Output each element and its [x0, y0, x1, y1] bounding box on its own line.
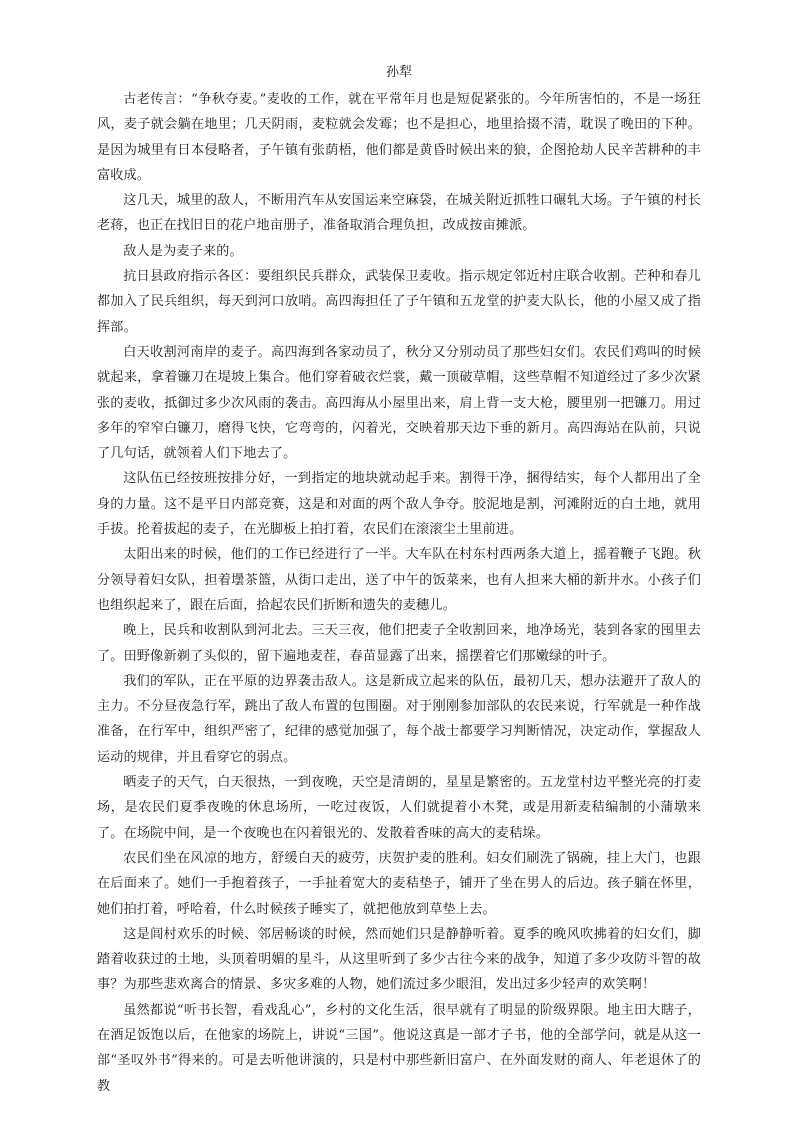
paragraph: 古老传言：“争秋夺麦。”麦收的工作，就在平常年月也是短促紧张的。今年所害怕的，不是一场狂风，麦子就会躺在地里；几天阴雨，麦粒就会发霉；也不是担心，地里拾掇不清，耽误了晚田的下种。是因为城里有日本侵略者，子午镇有张荫梧，他们都是黄昏时候出来的狼，企图抢劫人民辛苦耕种的丰富收成。 — [97, 92, 701, 183]
paragraph: 抗日县政府指示各区：要组织民兵群众，武装保卫麦收。指示规定邻近村庄联合收割。芒种和春儿都加入了民兵组织，每天到河口放哨。高四海担任了子午镇和五龙堂的护麦大队长，他的小屋又成了指挥部。 — [97, 269, 701, 335]
paragraph: 我们的军队，正在平原的边界袭击敌人。这是新成立起来的队伍，最初几天，想办法避开了敌人的主力。不分昼夜急行军，跳出了敌人布置的包围圈。对于刚刚参加部队的农民来说，行军就是一种作战准备，在行军中，组织严密了，纪律的感觉加强了，每个战士都要学习判断情况，决定动作，掌握敌人运动的规律，并且看穿它的弱点。 — [97, 673, 701, 765]
paragraph: 农民们坐在风凉的地方，舒缓白天的疲劳，庆贺护麦的胜利。妇女们刷洗了锅碗，挂上大门，也跟在后面来了。她们一手抱着孩子，一手扯着宽大的麦秸垫子，铺开了坐在男人的后边。孩子躺在怀里，她们拍打着，呼哈着，什么时候孩子睡实了，就把他放到草垫上去。 — [97, 850, 701, 917]
paragraph: 这队伍已经按班按排分好，一到指定的地块就动起手来。割得干净，捆得结实，每个人都用出了全身的力量。这不是平日内部竞赛，这是和对面的两个敌人争夺。胶泥地是割，河滩附近的白土地，就用手拔。抡着拔起的麦子，在光脚板上拍打着，农民们在滚滚尘土里前进。 — [97, 471, 701, 538]
paragraph: 太阳出来的时候，他们的工作已经进行了一半。大车队在村东村西两条大道上，摇着鞭子飞跑。秋分领导着妇女队，担着壜茶篮，从街口走出，送了中午的饭菜来，也有人担来大桶的新井水。小孩子们也组织起来了，跟在后面，拾起农民们折断和遗失的麦穗儿。 — [97, 547, 701, 613]
document-page — [97, 62, 701, 1099]
paragraph: 晒麦子的天气，白天很热，一到夜晚，天空是清朗的，星星是繁密的。五龙堂村边平整光亮的打麦场，是农民们夏季夜晚的休息场所，一吃过夜饭，人们就提着小木凳，或是用新麦秸编制的小蒲墩来了。在场院中间，是一个夜晚也在闪着银光的、发散着香味的高大的麦秸垛。 — [97, 775, 701, 841]
author-name: 孙犁 — [385, 65, 412, 80]
paragraph: 这是闾村欢乐的时候、邻居畅谈的时候，然而她们只是静静听着。夏季的晚风吹拂着的妇女们，脚踏着收获过的土地，头顶着明媚的星斗，从这里听到了多少古往今来的战争，知道了多少攻防斗智的故事？为那些悲欢离合的情景、多灾多难的人物，她们流过多少眼泪，发出过多少轻声的欢笑啊！ — [97, 926, 701, 993]
paragraph: 晚上，民兵和收割队到河北去。三天三夜，他们把麦子全收割回来，地净场光，装到各家的囤里去了。田野像新剃了头似的，留下遍地麦茬，春苗显露了出来，摇摆着它们那嫩绿的叶子。 — [97, 623, 701, 664]
paragraph: 这几天，城里的敌人，不断用汽车从安国运来空麻袋，在城关附近抓牲口碾轧大场。子午镇的村长老蒋，也正在找旧日的花户地亩册子，准备取消合理负担，改成按亩摊派。 — [97, 193, 701, 234]
paragraph: 白天收割河南岸的麦子。高四海到各家动员了，秋分又分别动员了那些妇女们。农民们鸡叫的时候就起来，拿着镰刀在堤坡上集合。他们穿着破衣烂裳，戴一顶破草帽，这些草帽不知道经过了多少次紧张的麦收，抵御过多少次风雨的袭击。高四海从小屋里出来，肩上背一支大枪，腰里别一把镰刀。用过多年的窄窄白镰刀，磨得飞快，它弯弯的，闪着光，交映着那天边下垂的新月。高四海站在队前，只说了几句话，就领着人们下地去了。 — [97, 344, 701, 462]
paragraph: 虽然都说“听书长智，看戏乱心”，乡村的文化生活，很早就有了明显的阶级界限。地主田大瞎子，在酒足饭饱以后，在他家的场院上，讲说“三国”。他说这真是一部才子书，他的全部学问，就是从这一部“圣叹外书”得来的。可是去听他讲演的，只是村中那些新旧富户、在外面发财的商人、年老退休了的教 — [97, 1002, 701, 1094]
paragraph: 敌人是为麦子来的。 — [123, 243, 243, 259]
